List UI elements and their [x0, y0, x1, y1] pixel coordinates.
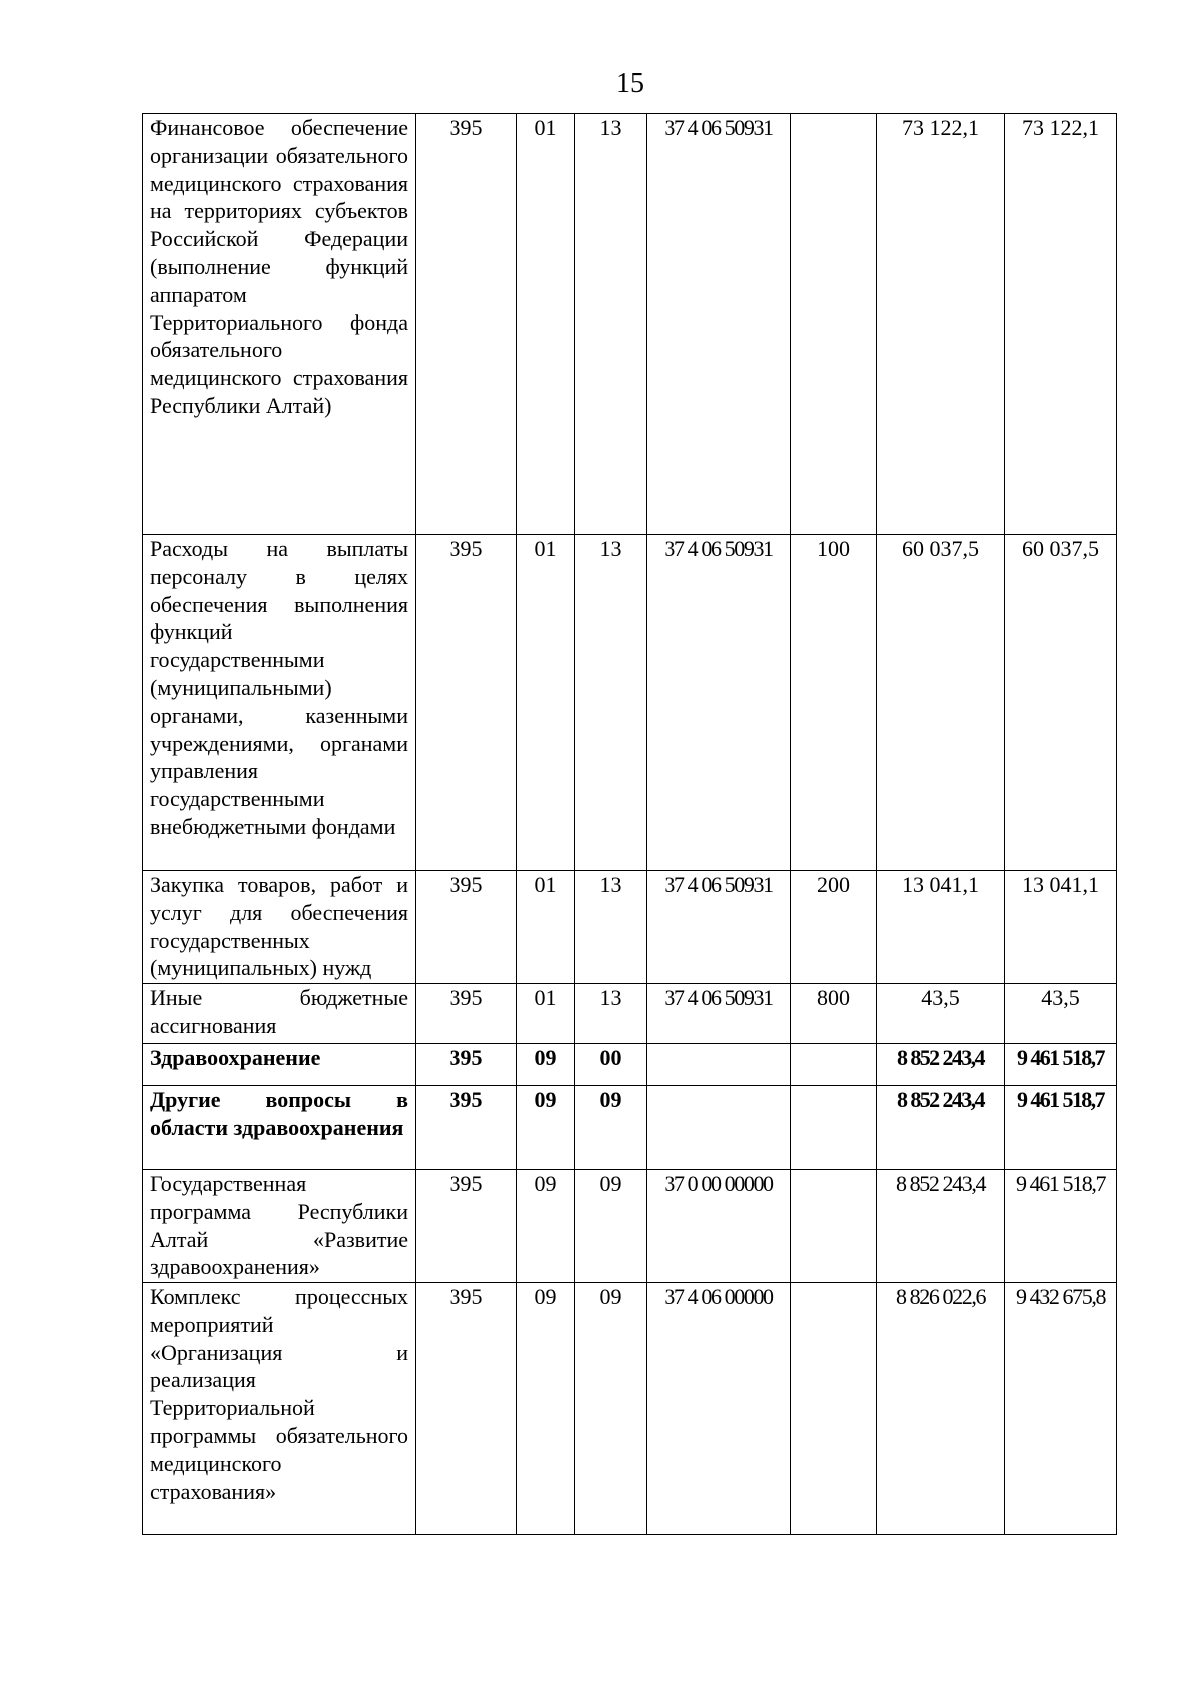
expense-type-cell: 200	[791, 871, 877, 984]
table-row	[143, 984, 1117, 1044]
subsection-cell: 13	[575, 114, 647, 535]
table-row	[143, 1044, 1117, 1086]
section-cell: 09	[517, 1283, 575, 1535]
section-cell: 01	[517, 535, 575, 871]
expense-type-cell	[791, 1170, 877, 1283]
grbs-cell: 395	[416, 1283, 517, 1535]
amount-year1-cell: 8 826 022,6	[877, 1283, 1005, 1535]
row-name-cell: Финансовое обеспечение организации обязательного медицинского страхования на территориях субъектов Российской Федерации (выполнение функций аппаратом Территориального фонда обязательного медицинского страхования Республики Алтай)	[143, 114, 416, 535]
amount-year1-cell: 8 852 243,4	[877, 1086, 1005, 1170]
grbs-cell: 395	[416, 984, 517, 1044]
grbs-cell: 395	[416, 1086, 517, 1170]
grbs-cell: 395	[416, 1170, 517, 1283]
grbs-cell: 395	[416, 114, 517, 535]
subsection-cell: 13	[575, 984, 647, 1044]
grbs-cell: 395	[416, 871, 517, 984]
target-article-cell: 37 4 06 50931	[647, 114, 791, 535]
subsection-cell: 09	[575, 1283, 647, 1535]
table-row	[143, 1086, 1117, 1170]
amount-year2-cell: 43,5	[1005, 984, 1117, 1044]
grbs-cell: 395	[416, 1044, 517, 1086]
amount-year2-cell: 13 041,1	[1005, 871, 1117, 984]
target-article-cell	[647, 1044, 791, 1086]
subsection-cell: 09	[575, 1170, 647, 1283]
budget-table	[142, 113, 1117, 1535]
grbs-cell: 395	[416, 535, 517, 871]
amount-year2-cell: 73 122,1	[1005, 114, 1117, 535]
row-name-cell: Расходы на выплаты персоналу в целях обеспечения выполнения функций государственными (муниципальными) органами, казенными учреждениями, органами управления государственными внебюджетными фондами	[143, 535, 416, 871]
amount-year1-cell: 8 852 243,4	[877, 1044, 1005, 1086]
row-name-cell: Другие вопросы в области здравоохранения	[143, 1086, 416, 1170]
target-article-cell: 37 0 00 00000	[647, 1170, 791, 1283]
table-row	[143, 114, 1117, 535]
table-row	[143, 871, 1117, 984]
row-name-cell: Иные бюджетные ассигнования	[143, 984, 416, 1044]
expense-type-cell	[791, 114, 877, 535]
expense-type-cell	[791, 1086, 877, 1170]
amount-year1-cell: 8 852 243,4	[877, 1170, 1005, 1283]
row-name-cell: Закупка товаров, работ и услуг для обеспечения государственных (муниципальных) нужд	[143, 871, 416, 984]
subsection-cell: 00	[575, 1044, 647, 1086]
section-cell: 09	[517, 1044, 575, 1086]
target-article-cell	[647, 1086, 791, 1170]
target-article-cell: 37 4 06 00000	[647, 1283, 791, 1535]
target-article-cell: 37 4 06 50931	[647, 984, 791, 1044]
subsection-cell: 13	[575, 871, 647, 984]
page-number: 15	[616, 68, 644, 99]
table-row	[143, 1170, 1117, 1283]
amount-year1-cell: 60 037,5	[877, 535, 1005, 871]
row-name-cell: Государственная программа Республики Алтай «Развитие здравоохранения»	[143, 1170, 416, 1283]
subsection-cell: 09	[575, 1086, 647, 1170]
row-name-cell: Здравоохранение	[143, 1044, 416, 1086]
target-article-cell: 37 4 06 50931	[647, 871, 791, 984]
amount-year1-cell: 43,5	[877, 984, 1005, 1044]
amount-year1-cell: 13 041,1	[877, 871, 1005, 984]
amount-year2-cell: 9 461 518,7	[1005, 1044, 1117, 1086]
expense-type-cell: 800	[791, 984, 877, 1044]
section-cell: 01	[517, 114, 575, 535]
subsection-cell: 13	[575, 535, 647, 871]
amount-year2-cell: 9 461 518,7	[1005, 1170, 1117, 1283]
section-cell: 09	[517, 1170, 575, 1283]
amount-year1-cell: 73 122,1	[877, 114, 1005, 535]
expense-type-cell	[791, 1044, 877, 1086]
target-article-cell: 37 4 06 50931	[647, 535, 791, 871]
table-row	[143, 1283, 1117, 1535]
section-cell: 01	[517, 871, 575, 984]
amount-year2-cell: 9 461 518,7	[1005, 1086, 1117, 1170]
expense-type-cell	[791, 1283, 877, 1535]
row-name-cell: Комплекс процессных мероприятий «Организация и реализация Территориальной программы обязательного медицинского страхования»	[143, 1283, 416, 1535]
expense-type-cell: 100	[791, 535, 877, 871]
table-row	[143, 535, 1117, 871]
section-cell: 01	[517, 984, 575, 1044]
amount-year2-cell: 60 037,5	[1005, 535, 1117, 871]
section-cell: 09	[517, 1086, 575, 1170]
amount-year2-cell: 9 432 675,8	[1005, 1283, 1117, 1535]
